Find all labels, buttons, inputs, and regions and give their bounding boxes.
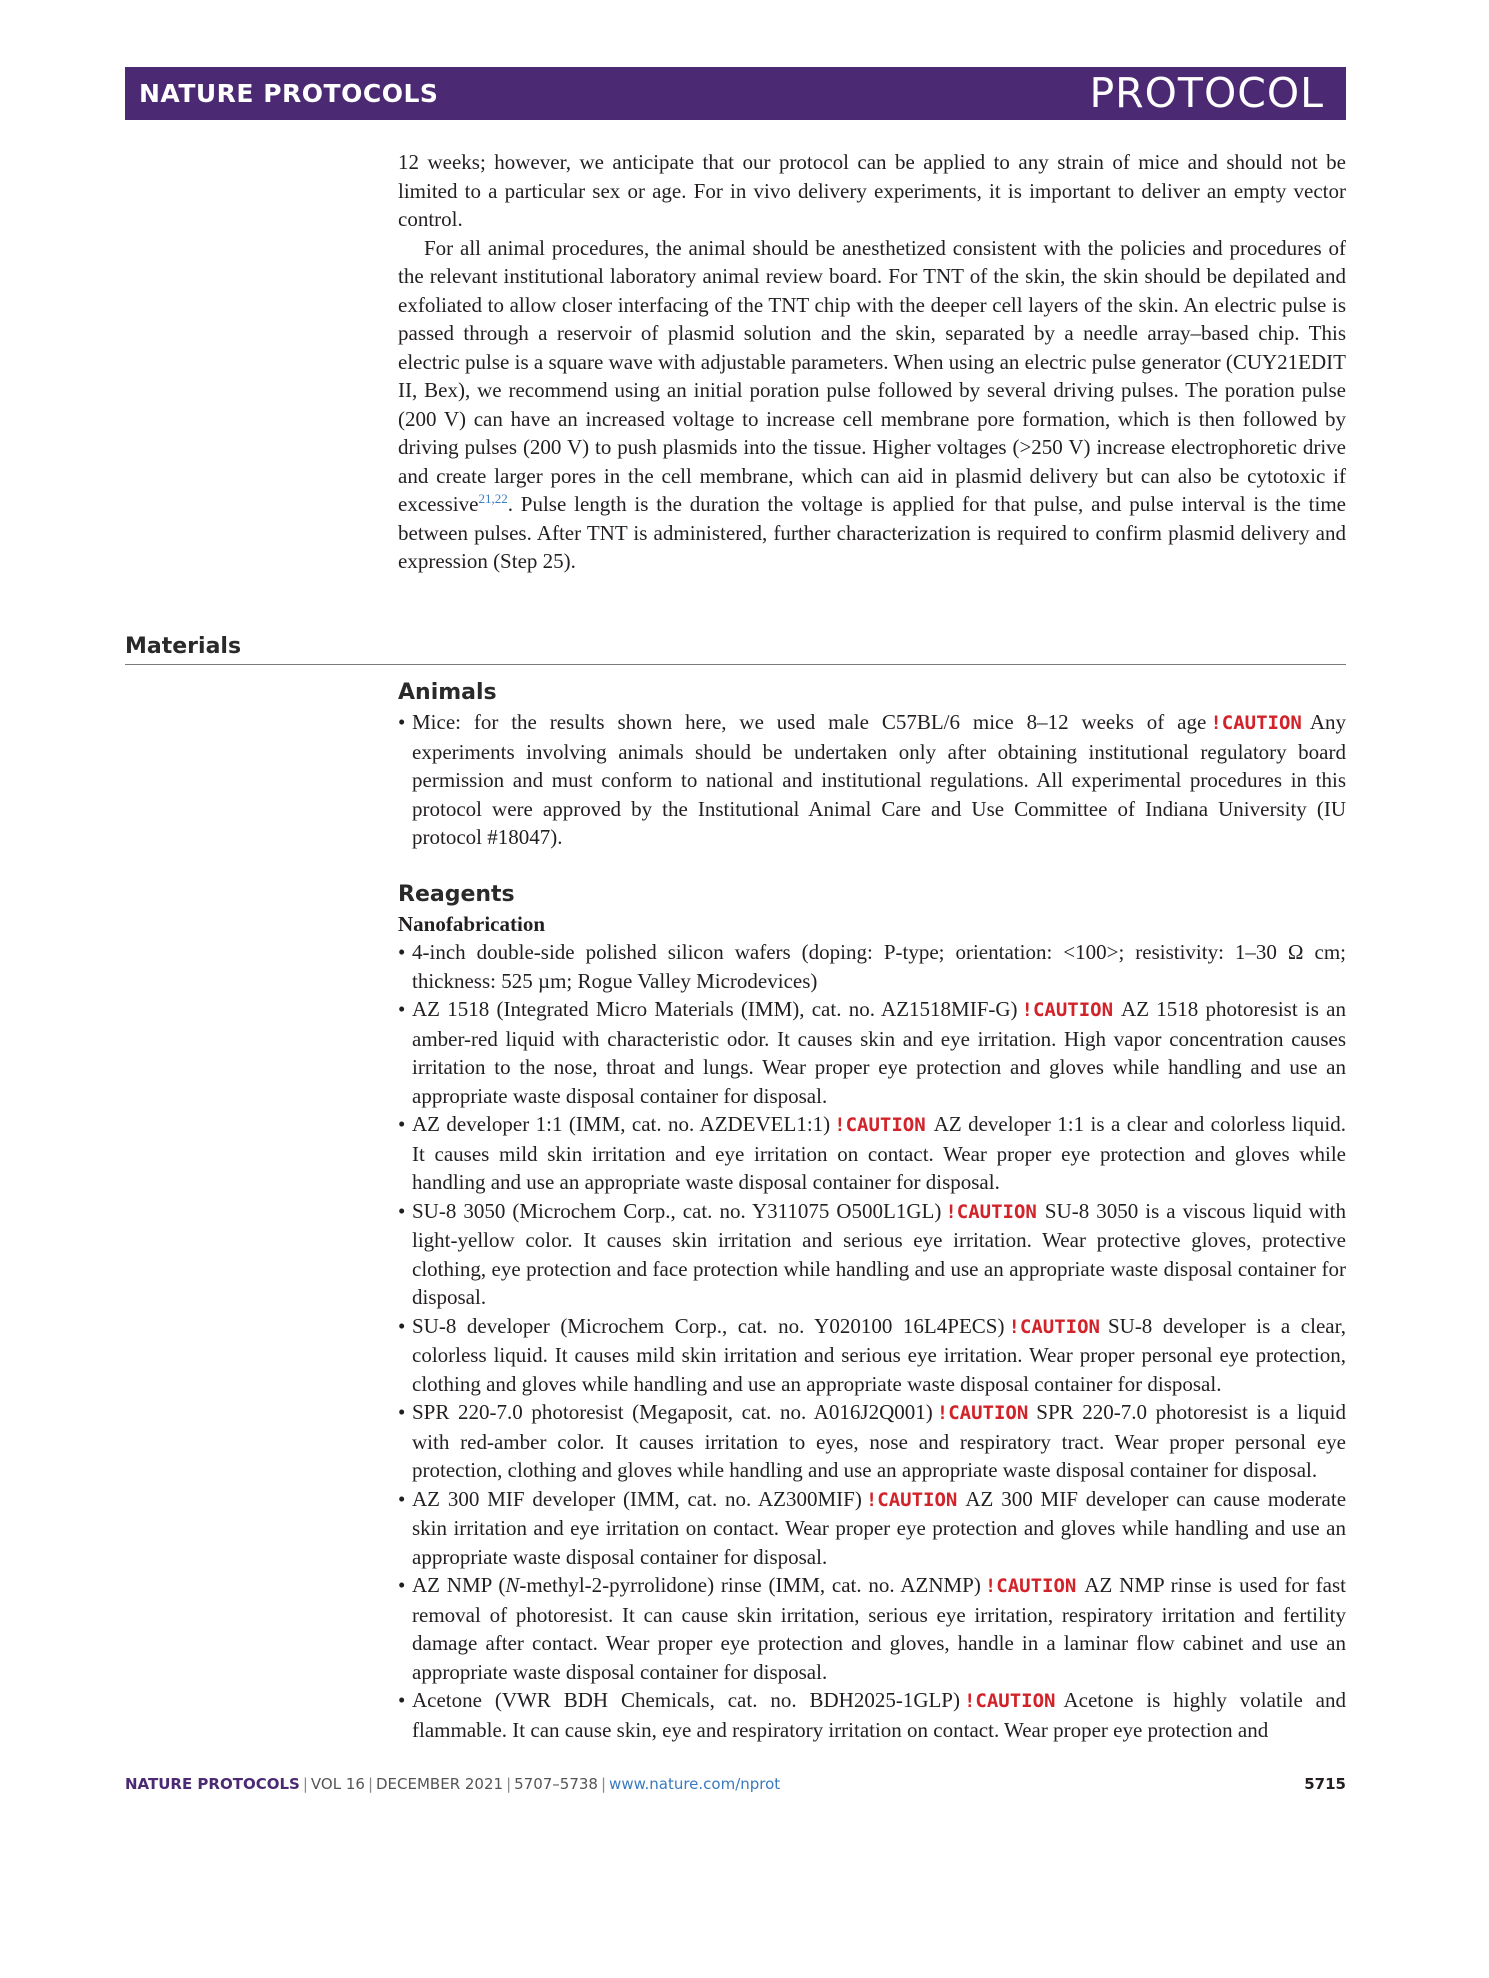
caution-label: !CAUTION: [865, 1488, 958, 1511]
intro-paragraph-2: For all animal procedures, the animal should be anesthetized consistent with the policies and procedures of the relevant institutional laboratory animal review board. For TNT of the skin, the skin should be depilated and exfoliated to allow closer interfacing of the TNT chip with the deeper cell layers of the skin. An electric pulse is passed through a reservoir of plasmid solution and the skin, separated by a needle array–based chip. This electric pulse is a square wave with adjustable parameters. When using an electric pulse generator (CUY21EDIT II, Bex), we recommend using an initial poration pulse followed by several driving pulses. The poration pulse (200 V) can have an increased voltage to increase cell membrane pore formation, which is then followed by driving pulses (200 V) to push plasmids into the tissue. Higher voltages (>250 V) increase electrophoretic drive and create larger pores in the cell membrane, which can aid in plasmid delivery but can also be cytotoxic if excessive$^{21,22}$. Pulse length is the duration the voltage is applied for that pulse, and pulse interval is the time between pulses. After TNT is administered, further characterization is required to confirm plasmid delivery and expression (Step 25).: [398, 235, 1346, 573]
subheading-reagents: Reagents: [398, 882, 515, 907]
list-item: • AZ 300 MIF developer (IMM, cat. no. AZ300MIF) !CAUTION AZ 300 MIF developer can cause moderate skin irritation and eye irritation on contact. Wear proper eye protection and gloves while handling and use an appropriate waste disposal container for disposal.: [398, 1486, 1347, 1569]
subheading-nanofabrication: Nanofabrication: [398, 912, 545, 936]
page-footer: NATURE PROTOCOLS | VOL 16 | DECEMBER 2021 | 5707–5738 | www.nature.com/nprot 5715: [125, 1775, 1346, 1793]
intro-paragraph-1: 12 weeks; however, we anticipate that our protocol can be applied to any strain of mice and should not be limited to a particular sex or age. For in vivo delivery experiments, it is important to deliver an empty vector control.: [398, 150, 1346, 231]
reagents-list: [398, 938, 1346, 1744]
caution-label: !CAUTION: [1021, 999, 1114, 1021]
section-title-materials: Materials: [125, 634, 242, 659]
list-item: • AZ NMP (N-methyl-2-pyrrolidone) rinse (IMM, cat. no. AZNMP) !CAUTION AZ NMP rinse is used for fast removal of photoresist. It can cause skin irritation, serious eye irritation, respiratory irritation and fertility damage after contact. Wear proper eye protection and gloves, handle in a laminar flow cabinet and use an appropriate waste disposal container for disposal.: [398, 1573, 1347, 1684]
list-item: • 4-inch double-side polished silicon wafers (doping: P-type; orientation: <100>; resistivity: 1–30 Ω cm; thickness: 525 µm; Rogue Valley Microdevices): [398, 940, 1346, 993]
caution-label: !CAUTION: [1008, 1315, 1100, 1338]
list-item: • Acetone (VWR BDH Chemicals, cat. no. BDH2025-1GLP) !CAUTION Acetone is highly volatile and flammable. It can cause skin, eye and respiratory irritation on contact. Wear proper eye protection and: [398, 1688, 1346, 1742]
citation-link[interactable]: 21,22: [478, 491, 508, 506]
footer-journal: NATURE PROTOCOLS: [125, 1775, 300, 1793]
footer-date: DECEMBER 2021: [376, 1775, 504, 1793]
caution-label: !CAUTION: [834, 1114, 926, 1136]
section-divider: [125, 664, 1346, 665]
intro-text: [398, 148, 1346, 576]
page-number: 5715: [1304, 1775, 1346, 1793]
list-item: • AZ developer 1:1 (IMM, cat. no. AZDEVEL1:1) !CAUTION AZ developer 1:1 is a clear and colorless liquid. It causes mild skin irritation and eye irritation on contact. Wear proper eye protection and gloves while handling and use an appropriate waste disposal container for disposal.: [398, 1112, 1346, 1194]
list-item: • Mice: for the results shown here, we used male C57BL/6 mice 8–12 weeks of age !CAUTION Any experiments involving animals should be undertaken only after obtaining institutional regulatory board permission and must conform to national and institutional regulations. All experimental procedures in this protocol were approved by the Institutional Animal Care and Use Committee of Indiana University (IU protocol #18047).: [398, 710, 1346, 849]
caution-label: !CAUTION: [1210, 712, 1302, 734]
list-item: • SU-8 3050 (Microchem Corp., cat. no. Y311075 O500L1GL) !CAUTION SU-8 3050 is a viscous liquid with light-yellow color. It causes skin irritation and serious eye irritation. Wear protective gloves, protective clothing, eye protection and face protection while handling and use an appropriate waste disposal container for disposal.: [398, 1198, 1346, 1309]
page-header: [125, 67, 1346, 120]
caution-label: !CAUTION: [984, 1575, 1077, 1597]
caution-label: !CAUTION: [963, 1690, 1056, 1712]
journal-name: NATURE PROTOCOLS: [139, 79, 439, 108]
list-item: • AZ 1518 (Integrated Micro Materials (IMM), cat. no. AZ1518MIF-G) !CAUTION AZ 1518 photoresist is an amber-red liquid with characteristic odor. It causes skin and eye irritation. High vapor concentration causes irritation to the nose, throat and lungs. Wear proper eye protection and gloves while handling and use an appropriate waste disposal container for disposal.: [398, 997, 1346, 1108]
list-item: • SU-8 developer (Microchem Corp., cat. no. Y020100 16L4PECS) !CAUTION SU-8 developer is a clear, colorless liquid. It causes mild skin irritation and serious eye irritation. Wear proper personal eye protection, clothing and gloves while handling and use an appropriate waste disposal container for disposal.: [398, 1313, 1346, 1396]
caution-label: !CAUTION: [936, 1402, 1029, 1424]
list-item: • SPR 220-7.0 photoresist (Megaposit, cat. no. A016J2Q001) !CAUTION SPR 220-7.0 photoresist is a liquid with red-amber color. It causes irritation to eyes, nose and respiratory tract. Wear proper personal eye protection, clothing and gloves while handling and use an appropriate waste disposal container for disposal.: [398, 1400, 1346, 1482]
caution-label: !CAUTION: [945, 1200, 1037, 1223]
subheading-animals: Animals: [398, 680, 497, 705]
footer-pages: 5707–5738: [514, 1775, 598, 1793]
animals-list: [398, 708, 1346, 852]
footer-volume: VOL 16: [310, 1775, 365, 1793]
footer-url-link[interactable]: www.nature.com/nprot: [609, 1775, 781, 1793]
article-type: PROTOCOL: [1089, 69, 1324, 117]
